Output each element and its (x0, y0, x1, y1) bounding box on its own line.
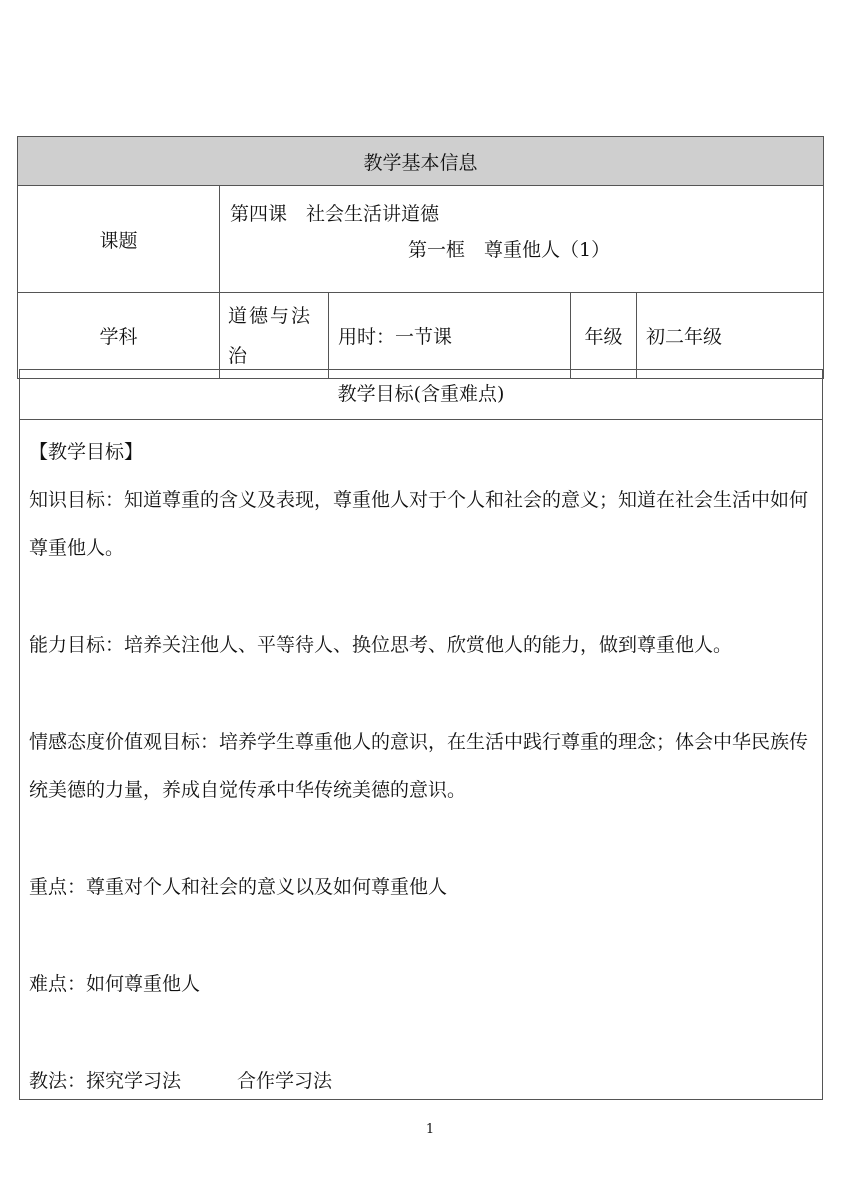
duration-value: 用时：一节课 (329, 293, 571, 379)
ability-objective: 能力目标：培养关注他人、平等待人、换位思考、欣赏他人的能力，做到尊重他人。 (29, 634, 733, 656)
teaching-methods (29, 1057, 822, 1105)
topic-label: 课题 (18, 186, 220, 293)
grade-label: 年级 (571, 293, 637, 379)
difficulty-point: 难点：如何尊重他人 (29, 973, 201, 995)
key-point: 重点：尊重对个人和社会的意义以及如何尊重他人 (29, 876, 448, 898)
grade-value: 初二年级 (637, 293, 824, 379)
method-extra: 合作学习法 (237, 1070, 333, 1092)
basic-info-header: 教学基本信息 (18, 137, 824, 186)
basic-info-table (17, 136, 824, 379)
objectives-table (19, 369, 823, 1100)
subject-value: 道德与法治 (220, 293, 329, 379)
emotion-objective: 情感态度价值观目标：培养学生尊重他人的意识，在生活中践行尊重的理念；体会中华民族传统美德的力量，养成自觉传承中华传统美德的意识。 (29, 731, 809, 801)
objectives-section-title: 【教学目标】 (29, 441, 144, 463)
topic-cell (220, 186, 824, 293)
page-number: 1 (425, 1122, 435, 1137)
knowledge-objective: 知识目标：知道尊重的含义及表现，尊重他人对于个人和社会的意义；知道在社会生活中如何尊重他人。 (29, 489, 809, 559)
subject-label: 学科 (18, 293, 220, 379)
method-label: 教法：探究学习法 (29, 1070, 182, 1092)
objectives-header: 教学目标(含重难点) (20, 370, 822, 420)
topic-lesson: 第四课 社会生活讲道德 (230, 203, 440, 225)
topic-section: 第一框 尊重他人（1） (408, 239, 611, 261)
objectives-body (20, 420, 822, 1105)
